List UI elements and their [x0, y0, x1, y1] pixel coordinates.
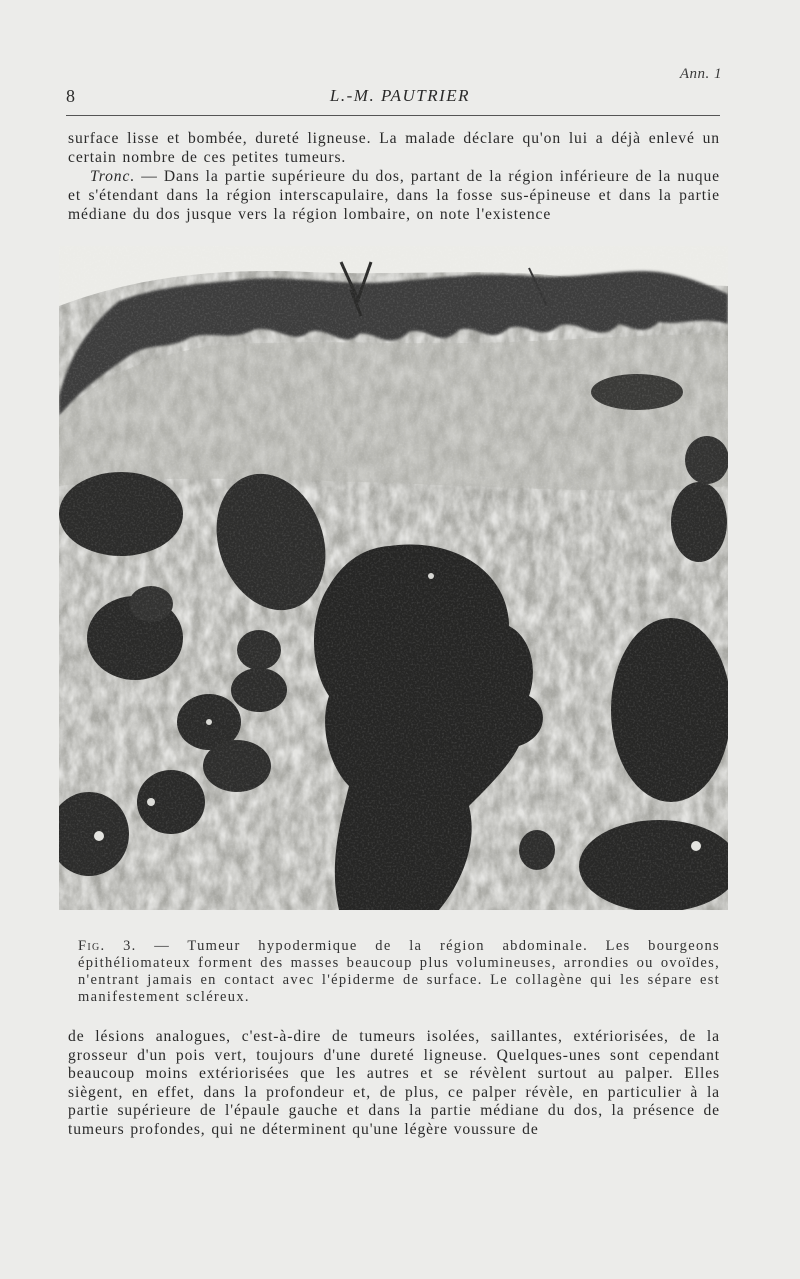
page-number: 8 — [66, 86, 75, 106]
histology-micrograph — [59, 246, 728, 910]
figure-label: Fig. 3. — [78, 938, 137, 954]
micrograph-image — [59, 246, 728, 910]
paragraph-lesions: de lésions analogues, c'est-à-dire de tumeurs isolées, saillantes, extériorisées, de la grosseur d'un pois vert, toujours d'une dureté ligneuse. Quelques-unes sont cependant beaucoup moins extériorisées que les autres et se révèlent surtout au palper. Elles siègent, en effet, dans la profondeur et, de plus, ce palper révèle, en particulier à la partie supérieure de l'épaule gauche et dans la partie médiane du dos, la présence de tumeurs profondes, qui ne déterminent qu'une légère voussure de — [68, 1028, 720, 1138]
running-title: L.-M. PAUTRIER — [329, 86, 471, 105]
annex-label: Ann. 1 — [679, 66, 722, 82]
paragraph-surface: surface lisse et bombée, dureté ligneuse. La malade déclare qu'on lui a déjà enlevé un certain nombre de ces petites tumeurs. — [68, 130, 720, 166]
paragraph-tronc — [68, 167, 720, 224]
paragraph-tronc-lead: Tronc. — [90, 168, 136, 185]
figure-caption-text: — Tumeur hypodermique de la région abdominale. Les bourgeons épithéliomateux forment des masses beaucoup plus volumineuses, arrondies ou ovoïdes, n'entrant jamais en contact avec l'épiderme de surface. Le collagène qui les sépare est manifestement scléreux. — [78, 938, 720, 1005]
figure-caption — [78, 938, 720, 1006]
paragraph-tronc-body: — Dans la partie supérieure du dos, partant de la région inférieure de la nuque et s'étendant dans la région interscapulaire, dans la fosse sus-épineuse et dans la partie médiane du dos jusque vers la région lombaire, on note l'existence — [68, 168, 720, 223]
header-rule — [66, 115, 720, 116]
